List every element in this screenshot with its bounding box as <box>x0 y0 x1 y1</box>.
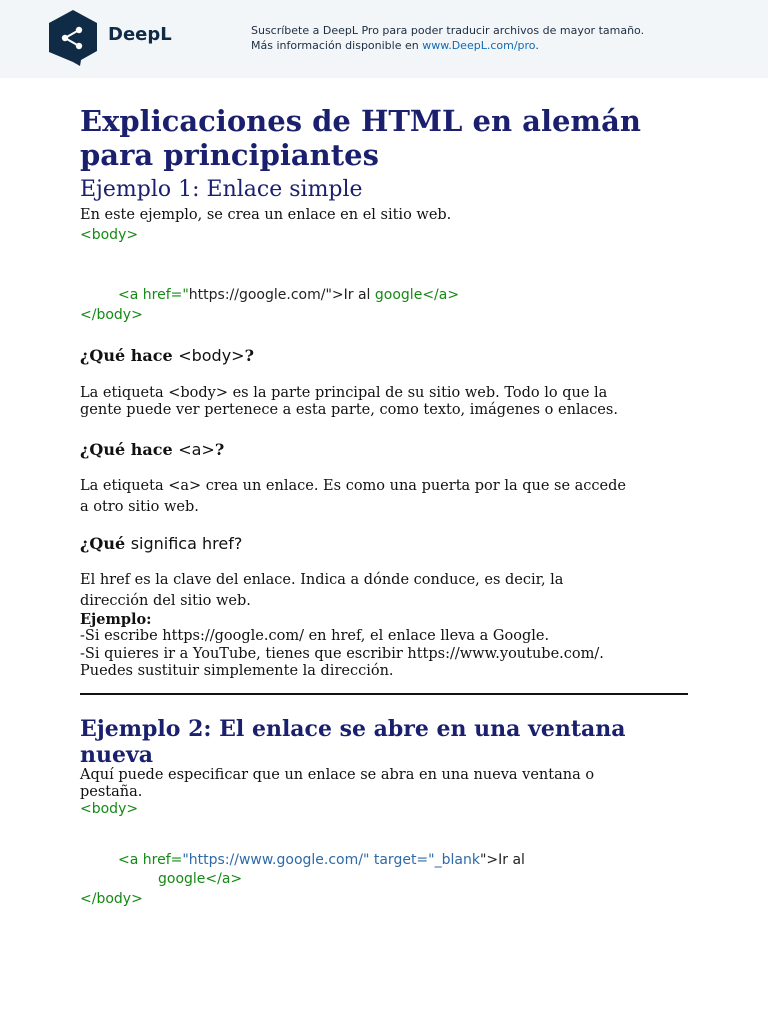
code2-body-close: </body> <box>80 891 143 907</box>
example-2-heading-line-1: Ejemplo 2: El enlace se abre en una ventana <box>80 716 626 742</box>
code-link-text: google</a> <box>374 287 460 303</box>
question-body-tag: <body> <box>178 346 245 365</box>
code2-anchor-line <box>118 851 525 869</box>
href-explanation-line-1: El href es la clave del enlace. Indica a dónde conduce, es decir, la <box>80 572 564 588</box>
question-body-prefix: ¿Qué hace <box>80 346 179 365</box>
question-body-heading <box>80 346 254 365</box>
code-mid: ">Ir al <box>325 287 375 303</box>
a-explanation-line-2: a otro sitio web. <box>80 499 199 515</box>
example-2-intro-line-1: Aquí puede especificar que un enlace se abra en una nueva ventana o <box>80 767 595 783</box>
deepl-logo-text: DeepL <box>108 24 172 45</box>
example-label: Ejemplo: <box>80 611 152 628</box>
banner-line-2-prefix: Más información disponible en <box>251 39 423 52</box>
deepl-pro-link[interactable]: www.DeepL.com/pro <box>422 39 536 52</box>
example-line-1: -Si escribe https://google.com/ en href, el enlace lleva a Google. <box>80 628 550 644</box>
question-body-suffix: ? <box>244 346 254 365</box>
code-body-close: </body> <box>80 307 143 323</box>
example-2-intro-line-2: pestaña. <box>80 784 143 800</box>
code-anchor-line <box>118 286 459 304</box>
page-title: Explicaciones de HTML en alemán para principiantes <box>80 104 641 172</box>
question-href-heading <box>80 534 242 553</box>
code-url: https://google.com/ <box>188 287 326 303</box>
code2-anchor-open: <a href= <box>118 852 183 868</box>
banner-line-2-suffix: . <box>535 39 539 52</box>
code-anchor-open: <a href=" <box>118 287 189 303</box>
banner-line-1: Suscríbete a DeepL Pro para poder traducir archivos de mayor tamaño. <box>251 24 645 37</box>
question-href-prefix: ¿Qué <box>80 534 131 553</box>
question-a-tag: <a> <box>178 440 215 459</box>
section-divider <box>80 693 688 695</box>
question-a-prefix: ¿Qué hace <box>80 440 179 459</box>
example-1-intro: En este ejemplo, se crea un enlace en el sitio web. <box>80 207 452 223</box>
code2-body-open: <body> <box>80 801 139 817</box>
example-line-2: -Si quieres ir a YouTube, tienes que escribir https://www.youtube.com/. <box>80 646 604 662</box>
example-2-heading-line-2: nueva <box>80 742 154 768</box>
href-explanation-line-2: dirección del sitio web. <box>80 593 251 609</box>
body-explanation-line-2: gente puede ver pertenece a esta parte, como texto, imágenes o enlaces. <box>80 402 618 418</box>
question-a-heading <box>80 440 224 459</box>
banner-line-2 <box>251 38 644 53</box>
body-explanation-line-1: La etiqueta <body> es la parte principal de su sitio web. Todo lo que la <box>80 385 608 401</box>
code2-link-text: google</a> <box>158 871 243 887</box>
code2-mid: ">Ir al <box>479 852 525 868</box>
a-explanation-line-1: La etiqueta <a> crea un enlace. Es como una puerta por la que se accede <box>80 478 626 494</box>
question-a-suffix: ? <box>214 440 225 459</box>
deepl-banner <box>0 0 768 78</box>
example-1-heading: Ejemplo 1: Enlace simple <box>80 177 363 202</box>
question-href-rest: significa href? <box>130 534 243 553</box>
code-body-open: <body> <box>80 227 139 243</box>
code2-url: "https://www.google.com/" target="_blank <box>182 852 480 868</box>
deepl-logo-icon <box>47 9 99 67</box>
banner-message <box>251 23 644 53</box>
example-line-3: Puedes sustituir simplemente la dirección. <box>80 663 394 679</box>
